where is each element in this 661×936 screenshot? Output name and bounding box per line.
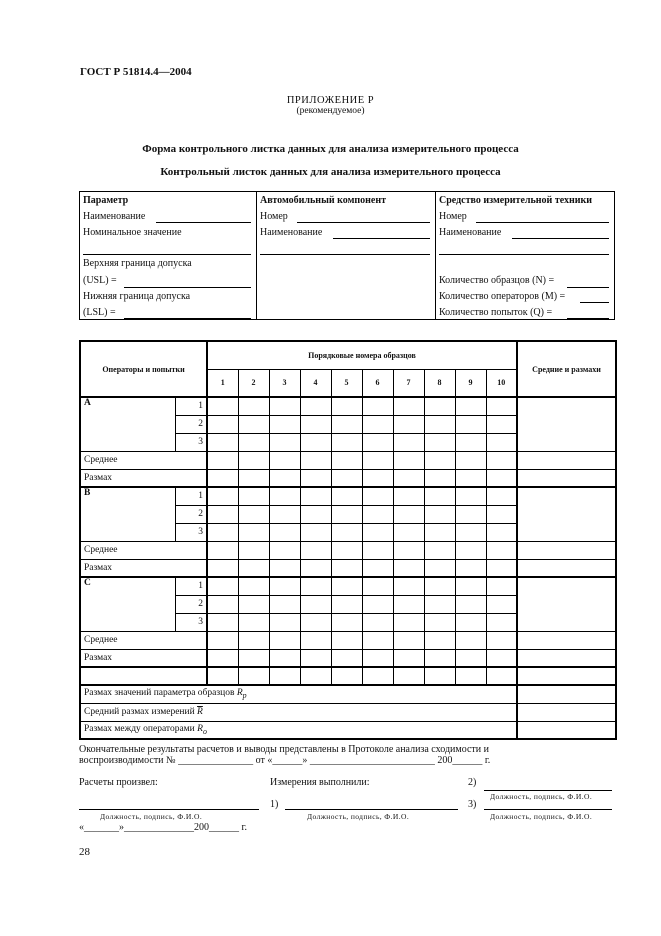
measurement-cell[interactable] <box>238 595 269 613</box>
measurement-cell[interactable] <box>393 667 424 685</box>
measurement-cell[interactable] <box>238 667 269 685</box>
mean-row-label: Среднее <box>80 451 207 469</box>
trial-number: 2 <box>175 595 207 613</box>
measurement-cell[interactable] <box>486 487 517 505</box>
usl-label: Верхняя граница допуска <box>83 258 192 269</box>
range-row-label: Размах <box>80 649 207 667</box>
signature-1-caption: Должность, подпись, Ф.И.О. <box>307 812 410 821</box>
range-summary-cell[interactable] <box>517 469 616 487</box>
form-title: Форма контрольного листка данных для анализа измерительного процесса <box>142 143 519 155</box>
measurement-cell[interactable] <box>238 577 269 595</box>
sample-number-header: 5 <box>331 369 362 397</box>
signature-2-line[interactable] <box>484 790 612 791</box>
measurement-cell[interactable] <box>331 397 362 415</box>
measurement-cell[interactable] <box>393 541 424 559</box>
measurement-cell[interactable] <box>486 469 517 487</box>
measurement-cell[interactable] <box>393 613 424 631</box>
measurement-cell[interactable] <box>269 595 300 613</box>
trial-number: 1 <box>175 397 207 415</box>
trial-number: 2 <box>175 415 207 433</box>
measurement-cell[interactable] <box>300 415 331 433</box>
rbar-row-label-cell <box>80 703 517 721</box>
measurement-cell[interactable] <box>207 433 238 451</box>
trials-count-field[interactable] <box>567 318 609 319</box>
parameter-heading: Параметр <box>83 195 129 206</box>
measurement-cell[interactable] <box>269 559 300 577</box>
measurement-cell[interactable] <box>424 433 455 451</box>
lsl-eq-label: (LSL) = <box>83 307 116 318</box>
measurement-cell[interactable] <box>269 451 300 469</box>
measurement-cell[interactable] <box>486 613 517 631</box>
measurement-cell[interactable] <box>207 577 238 595</box>
measurement-cell[interactable] <box>331 415 362 433</box>
measurement-cell[interactable] <box>362 523 393 541</box>
component-number-field[interactable] <box>297 222 430 223</box>
instrument-column <box>436 192 614 319</box>
sample-number-header: 8 <box>424 369 455 397</box>
measurement-cell[interactable] <box>238 559 269 577</box>
blank-row-label <box>80 667 207 685</box>
measurement-cell[interactable] <box>424 667 455 685</box>
measurement-cell[interactable] <box>207 397 238 415</box>
measurement-cell[interactable] <box>238 649 269 667</box>
mean-summary-cell[interactable] <box>517 451 616 469</box>
measurement-cell[interactable] <box>362 631 393 649</box>
parameter-column <box>80 192 257 319</box>
ro-row <box>80 721 616 739</box>
trial-number: 3 <box>175 613 207 631</box>
measurement-cell[interactable] <box>269 541 300 559</box>
measured-by-label: Измерения выполнили: <box>270 777 370 788</box>
sample-number-header: 1 <box>207 369 238 397</box>
measurement-cell[interactable] <box>238 631 269 649</box>
calc-by-label: Расчеты произвел: <box>79 777 158 788</box>
measurement-cell[interactable] <box>424 487 455 505</box>
measurement-cell[interactable] <box>331 667 362 685</box>
signature-1-num: 1) <box>270 799 279 810</box>
parameter-block <box>79 191 615 320</box>
instrument-name-label: Наименование <box>439 227 502 238</box>
component-name-field[interactable] <box>333 238 430 239</box>
standard-header: ГОСТ Р 51814.4—2004 <box>80 66 192 78</box>
measurement-cell[interactable] <box>207 469 238 487</box>
ro-subscript: o <box>202 726 207 736</box>
component-name-field-2[interactable] <box>260 254 430 255</box>
measurement-cell[interactable] <box>207 523 238 541</box>
measurement-cell[interactable] <box>424 631 455 649</box>
range-summary-cell[interactable] <box>517 649 616 667</box>
measurement-cell[interactable] <box>362 433 393 451</box>
measurement-cell[interactable] <box>207 631 238 649</box>
instrument-number-label: Номер <box>439 211 467 222</box>
sheet-title: Контрольный листок данных для анализа измерительного процесса <box>160 166 501 178</box>
rbar-row <box>80 703 616 721</box>
measurement-cell[interactable] <box>424 577 455 595</box>
parameter-name-field[interactable] <box>156 222 251 223</box>
measurement-cell[interactable] <box>455 487 486 505</box>
sample-number-header: 9 <box>455 369 486 397</box>
measurement-cell[interactable] <box>269 469 300 487</box>
measurement-cell[interactable] <box>207 595 238 613</box>
measurement-cell[interactable] <box>455 469 486 487</box>
measurement-cell[interactable] <box>269 667 300 685</box>
rp-row-value-cell[interactable] <box>517 685 616 703</box>
ro-symbol: R <box>197 723 203 734</box>
rp-row-label-cell <box>80 685 517 703</box>
lsl-field[interactable] <box>124 318 251 319</box>
measurement-cell[interactable] <box>238 487 269 505</box>
measurement-cell[interactable] <box>455 451 486 469</box>
usl-eq-label: (USL) = <box>83 275 117 286</box>
operator-label: А <box>80 397 175 451</box>
nominal-label: Номинальное значение <box>83 227 182 238</box>
operators-trials-header: Операторы и попытки <box>80 341 207 397</box>
measurement-cell[interactable] <box>393 649 424 667</box>
measurement-cell[interactable] <box>486 505 517 523</box>
measurement-cell[interactable] <box>362 649 393 667</box>
measurement-cell[interactable] <box>331 541 362 559</box>
calc-signature-line[interactable] <box>79 809 259 810</box>
measurement-cell[interactable] <box>393 595 424 613</box>
measurement-cell[interactable] <box>486 415 517 433</box>
measurement-cell[interactable] <box>455 541 486 559</box>
rp-label: Размах значений параметра образцов <box>84 688 235 699</box>
measurement-cell[interactable] <box>424 523 455 541</box>
measurement-cell[interactable] <box>362 541 393 559</box>
measurement-cell[interactable] <box>300 433 331 451</box>
measurement-cell[interactable] <box>362 595 393 613</box>
component-heading: Автомобильный компонент <box>260 195 387 206</box>
component-number-label: Номер <box>260 211 288 222</box>
measurement-cell[interactable] <box>455 559 486 577</box>
sample-number-header: 10 <box>486 369 517 397</box>
measurement-cell[interactable] <box>424 559 455 577</box>
instrument-name-field[interactable] <box>512 238 609 239</box>
measurement-cell[interactable] <box>393 631 424 649</box>
component-column <box>257 192 436 319</box>
measurement-cell[interactable] <box>269 631 300 649</box>
measurement-cell[interactable] <box>393 415 424 433</box>
measurement-cell[interactable] <box>207 613 238 631</box>
measurement-cell[interactable] <box>300 649 331 667</box>
measurement-cell[interactable] <box>269 505 300 523</box>
instrument-heading: Средство измерительной техники <box>439 195 593 206</box>
measurement-cell[interactable] <box>269 613 300 631</box>
measurement-cell[interactable] <box>269 523 300 541</box>
measurement-cell[interactable] <box>362 505 393 523</box>
trial-number: 3 <box>175 433 207 451</box>
mean-summary-cell[interactable] <box>517 541 616 559</box>
measurement-cell[interactable] <box>269 433 300 451</box>
ro-row-label-cell <box>80 721 517 739</box>
measurement-cell[interactable] <box>424 505 455 523</box>
samples-count-label: Количество образцов (N) = <box>439 275 555 286</box>
measurement-cell[interactable] <box>486 541 517 559</box>
sample-number-header: 2 <box>238 369 269 397</box>
measurement-cell[interactable] <box>300 541 331 559</box>
measurement-cell[interactable] <box>455 595 486 613</box>
blank-summary-cell[interactable] <box>517 667 616 685</box>
measurement-cell[interactable] <box>455 577 486 595</box>
measurement-cell[interactable] <box>238 451 269 469</box>
measurement-cell[interactable] <box>331 487 362 505</box>
measurement-cell[interactable] <box>455 505 486 523</box>
usl-field[interactable] <box>124 287 251 288</box>
rbar-row-value-cell[interactable] <box>517 703 616 721</box>
measurement-cell[interactable] <box>238 415 269 433</box>
measurement-cell[interactable] <box>207 451 238 469</box>
appendix-title: ПРИЛОЖЕНИЕ Р <box>286 95 375 106</box>
measurement-cell[interactable] <box>362 469 393 487</box>
measurement-cell[interactable] <box>424 649 455 667</box>
measurement-cell[interactable] <box>424 397 455 415</box>
measurement-cell[interactable] <box>486 433 517 451</box>
sample-number-header: 3 <box>269 369 300 397</box>
measurement-cell[interactable] <box>207 667 238 685</box>
rp-row <box>80 685 616 703</box>
measurement-cell[interactable] <box>393 433 424 451</box>
rbar-label: Средний размах измерений <box>84 707 195 717</box>
mean-row-label: Среднее <box>80 541 207 559</box>
measurement-cell[interactable] <box>486 595 517 613</box>
mean-row-label: Среднее <box>80 631 207 649</box>
instrument-name-field-2[interactable] <box>439 254 609 255</box>
operator-summary-cell[interactable] <box>517 397 616 451</box>
trial-number: 2 <box>175 505 207 523</box>
rbar-symbol: $\overline{R}$ <box>197 707 203 717</box>
measurement-cell[interactable] <box>238 433 269 451</box>
measurement-cell[interactable] <box>300 397 331 415</box>
samples-header: Порядковые номера образцов <box>207 341 517 369</box>
operators-count-field[interactable] <box>580 302 609 303</box>
measurement-cell[interactable] <box>207 487 238 505</box>
measurement-cell[interactable] <box>269 415 300 433</box>
means-ranges-header: Средние и размахи <box>517 341 616 397</box>
measurement-cell[interactable] <box>424 469 455 487</box>
measurement-cell[interactable] <box>393 505 424 523</box>
measurement-cell[interactable] <box>331 505 362 523</box>
measurement-cell[interactable] <box>393 577 424 595</box>
measurement-cell[interactable] <box>238 397 269 415</box>
measurement-cell[interactable] <box>362 613 393 631</box>
measurement-cell[interactable] <box>424 415 455 433</box>
measurement-cell[interactable] <box>486 523 517 541</box>
measurement-cell[interactable] <box>300 559 331 577</box>
measurement-cell[interactable] <box>300 469 331 487</box>
calc-signature-caption: Должность, подпись, Ф.И.О. <box>100 812 203 821</box>
measurement-cell[interactable] <box>300 631 331 649</box>
samples-count-field[interactable] <box>567 287 609 288</box>
measurement-cell[interactable] <box>393 559 424 577</box>
signature-3-line[interactable] <box>484 809 612 810</box>
signature-1-line[interactable] <box>285 809 458 810</box>
parameter-name-label: Наименование <box>83 211 146 222</box>
appendix-subtitle: (рекомендуемое) <box>296 106 365 116</box>
operators-count-label: Количество операторов (M) = <box>439 291 566 302</box>
trial-number: 1 <box>175 487 207 505</box>
measurement-cell[interactable] <box>300 595 331 613</box>
range-row-label: Размах <box>80 469 207 487</box>
signature-3-caption: Должность, подпись, Ф.И.О. <box>490 812 593 821</box>
measurement-cell[interactable] <box>455 631 486 649</box>
page-number: 28 <box>79 846 90 858</box>
range-row-label: Размах <box>80 559 207 577</box>
measurement-cell[interactable] <box>269 649 300 667</box>
sample-number-header: 4 <box>300 369 331 397</box>
measurement-cell[interactable] <box>393 451 424 469</box>
measurement-cell[interactable] <box>455 667 486 685</box>
measurement-cell[interactable] <box>238 613 269 631</box>
conclusion-text <box>79 744 615 766</box>
measurement-cell[interactable] <box>362 451 393 469</box>
measurement-cell[interactable] <box>455 433 486 451</box>
measurement-cell[interactable] <box>486 451 517 469</box>
measurement-cell[interactable] <box>486 397 517 415</box>
sample-number-header: 7 <box>393 369 424 397</box>
measurement-cell[interactable] <box>362 415 393 433</box>
measurement-cell[interactable] <box>455 397 486 415</box>
operator-label: В <box>80 487 175 541</box>
measurement-cell[interactable] <box>300 577 331 595</box>
measurement-cell[interactable] <box>486 649 517 667</box>
measurement-cell[interactable] <box>455 613 486 631</box>
measurement-cell[interactable] <box>207 649 238 667</box>
measurement-cell[interactable] <box>424 451 455 469</box>
measurement-cell[interactable] <box>331 433 362 451</box>
range-summary-cell[interactable] <box>517 559 616 577</box>
measurement-cell[interactable] <box>269 577 300 595</box>
measurement-cell[interactable] <box>300 451 331 469</box>
measurement-cell[interactable] <box>455 523 486 541</box>
mean-summary-cell[interactable] <box>517 631 616 649</box>
measurement-cell[interactable] <box>455 649 486 667</box>
conclusion-line-1: Окончательные результаты расчетов и выводы представлены в Протоколе анализа сходимости и <box>79 744 489 755</box>
signature-2-num: 2) <box>468 777 477 788</box>
measurement-cell[interactable] <box>362 487 393 505</box>
measurement-cell[interactable] <box>269 397 300 415</box>
measurement-cell[interactable] <box>300 667 331 685</box>
measurement-cell[interactable] <box>300 523 331 541</box>
measurement-cell[interactable] <box>486 631 517 649</box>
operator-label: С <box>80 577 175 631</box>
measurement-cell[interactable] <box>424 541 455 559</box>
measurement-table <box>79 340 617 740</box>
signature-3-num: 3) <box>468 799 477 810</box>
measurement-cell[interactable] <box>331 577 362 595</box>
measurement-cell[interactable] <box>207 541 238 559</box>
measurement-cell[interactable] <box>393 469 424 487</box>
conclusion-line-2: воспроизводимости № _______________ от «______» _________________________ 200______ г. <box>79 755 491 766</box>
measurement-cell[interactable] <box>393 397 424 415</box>
measurement-cell[interactable] <box>331 451 362 469</box>
measurement-cell[interactable] <box>393 487 424 505</box>
trials-count-label: Количество попыток (Q) = <box>439 307 553 318</box>
measurement-cell[interactable] <box>331 613 362 631</box>
measurement-cell[interactable] <box>238 505 269 523</box>
measurement-cell[interactable] <box>486 559 517 577</box>
nominal-field[interactable] <box>83 254 251 255</box>
signature-2-caption: Должность, подпись, Ф.И.О. <box>490 792 593 801</box>
measurement-cell[interactable] <box>207 505 238 523</box>
sample-number-header: 6 <box>362 369 393 397</box>
measurement-cell[interactable] <box>362 559 393 577</box>
measurement-cell[interactable] <box>362 577 393 595</box>
component-name-label: Наименование <box>260 227 323 238</box>
measurement-cell[interactable] <box>486 667 517 685</box>
measurement-cell[interactable] <box>238 469 269 487</box>
measurement-cell[interactable] <box>331 631 362 649</box>
measurement-cell[interactable] <box>300 505 331 523</box>
measurement-cell[interactable] <box>207 415 238 433</box>
measurement-cell[interactable] <box>238 523 269 541</box>
measurement-cell[interactable] <box>486 577 517 595</box>
measurement-cell[interactable] <box>207 559 238 577</box>
measurement-cell[interactable] <box>393 523 424 541</box>
measurement-cell[interactable] <box>362 397 393 415</box>
trial-number: 1 <box>175 577 207 595</box>
instrument-number-field[interactable] <box>476 222 609 223</box>
measurement-cell[interactable] <box>331 523 362 541</box>
trial-number: 3 <box>175 523 207 541</box>
calc-date: «_______»______________200______ г. <box>79 822 247 833</box>
measurement-cell[interactable] <box>331 559 362 577</box>
ro-row-value-cell[interactable] <box>517 721 616 739</box>
measurement-cell[interactable] <box>455 415 486 433</box>
ro-label: Размах между операторами <box>84 723 195 734</box>
measurement-cell[interactable] <box>238 541 269 559</box>
measurement-cell[interactable] <box>424 613 455 631</box>
rp-subscript: p <box>242 691 247 701</box>
measurement-cell[interactable] <box>331 595 362 613</box>
operator-summary-cell[interactable] <box>517 487 616 541</box>
measurement-cell[interactable] <box>300 613 331 631</box>
measurement-cell[interactable] <box>331 469 362 487</box>
measurement-cell[interactable] <box>269 487 300 505</box>
operator-summary-cell[interactable] <box>517 577 616 631</box>
lsl-label: Нижняя граница допуска <box>83 291 191 302</box>
measurement-cell[interactable] <box>300 487 331 505</box>
rp-symbol: R <box>236 688 243 699</box>
measurement-cell[interactable] <box>362 667 393 685</box>
measurement-cell[interactable] <box>331 649 362 667</box>
measurement-cell[interactable] <box>424 595 455 613</box>
